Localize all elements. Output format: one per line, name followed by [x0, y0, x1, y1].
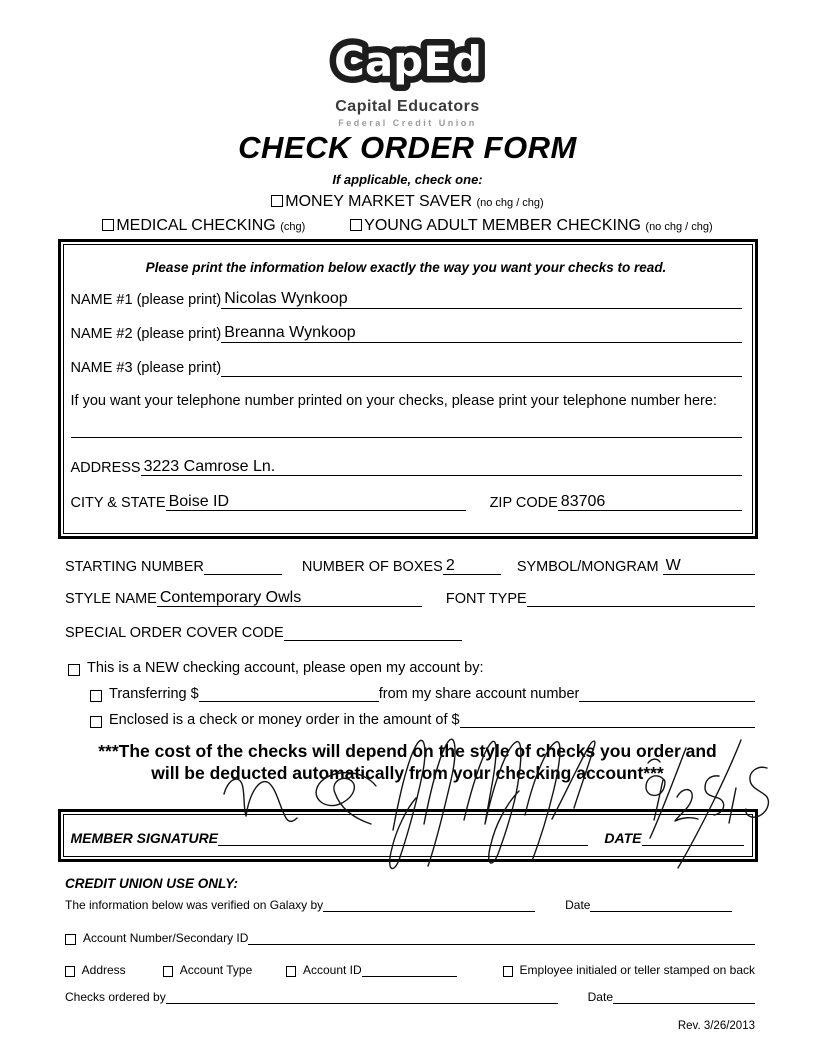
verified-prefix: The information below was verified on Galaxy by	[65, 898, 324, 913]
symbol-monogram-label: SYMBOL/MONGRAM	[516, 558, 659, 575]
revision-note: Rev. 3/26/2013	[677, 1020, 755, 1033]
address-checkbox[interactable]	[65, 966, 75, 977]
logo-block	[0, 0, 815, 128]
check-one-instruction: If applicable, check one:	[332, 172, 483, 187]
name3-input[interactable]	[221, 358, 741, 377]
font-type-input[interactable]	[527, 588, 755, 607]
org-subname: Federal Credit Union	[338, 118, 477, 128]
cost-note	[0, 741, 815, 784]
page-title: CHECK ORDER FORM	[238, 130, 577, 165]
transfer-amount-input[interactable]	[199, 683, 379, 702]
verified-by-input[interactable]	[323, 896, 535, 912]
starting-number-row	[65, 556, 755, 575]
style-name-label: STYLE NAME	[65, 590, 157, 607]
cost-note-line1: ***The cost of the checks will depend on the style of checks you order and	[98, 741, 717, 762]
signature-box	[58, 809, 758, 862]
enclosed-row	[68, 709, 755, 728]
credit-union-heading: CREDIT UNION USE ONLY:	[65, 876, 239, 892]
name1-value: Nicolas Wynkoop	[224, 290, 348, 308]
account-number-row	[65, 929, 755, 945]
transfer-row	[68, 683, 755, 702]
young-adult-note: (no chg / chg)	[645, 221, 713, 233]
verified-date-label: Date	[565, 898, 591, 913]
name3-row	[71, 358, 742, 377]
number-of-boxes-label: NUMBER OF BOXES	[301, 558, 443, 575]
money-market-checkbox[interactable]	[271, 195, 283, 207]
signature-row	[71, 827, 744, 846]
address-input[interactable]	[141, 457, 742, 476]
date-label: DATE	[604, 830, 642, 847]
option-row-1	[0, 193, 815, 211]
young-adult-checkbox[interactable]	[350, 219, 362, 231]
caped-logo-icon	[310, 26, 506, 92]
svg-text:CapEd: CapEd	[333, 37, 482, 86]
name2-label: NAME #2 (please print)	[70, 326, 222, 343]
symbol-monogram-input[interactable]	[663, 556, 755, 575]
address-row	[71, 457, 742, 476]
verified-row	[65, 896, 755, 912]
city-state-input[interactable]	[166, 492, 466, 511]
account-type-checkbox[interactable]	[163, 966, 173, 977]
style-name-value: Contemporary Owls	[159, 588, 302, 606]
address-check-label: Address	[81, 963, 126, 978]
font-type-label: FONT TYPE	[445, 590, 527, 607]
checks-ordered-label: Checks ordered by	[65, 990, 166, 1005]
verified-date-input[interactable]	[590, 896, 732, 912]
employee-initialed-checkbox[interactable]	[503, 966, 513, 977]
medical-checking-checkbox[interactable]	[102, 219, 114, 231]
account-id-checkbox[interactable]	[286, 966, 296, 977]
number-of-boxes-input[interactable]	[443, 556, 501, 575]
account-number-label: Account Number/Secondary ID	[83, 931, 249, 946]
account-id-label: Account ID	[302, 963, 362, 978]
account-number-checkbox[interactable]	[65, 934, 76, 945]
medical-checking-label: MEDICAL CHECKING	[116, 217, 276, 234]
option-row-2	[0, 217, 815, 235]
option-money-market[interactable]	[271, 193, 543, 210]
print-info-box	[58, 239, 758, 539]
young-adult-label: YOUNG ADULT MEMBER CHECKING	[364, 217, 641, 234]
special-order-input[interactable]	[284, 622, 462, 641]
style-name-input[interactable]	[157, 588, 422, 607]
address-value: 3223 Camrose Ln.	[143, 457, 276, 475]
transfer-checkbox[interactable]	[90, 690, 102, 702]
new-account-label: This is a NEW checking account, please open my account by:	[87, 660, 484, 677]
transfer-middle: from my share account number	[378, 686, 580, 703]
name1-input[interactable]	[221, 290, 741, 309]
signature-date-input[interactable]	[642, 827, 744, 846]
verification-checkbox-row	[65, 961, 755, 977]
name3-label: NAME #3 (please print)	[70, 360, 222, 377]
zip-value: 83706	[560, 492, 606, 510]
starting-number-input[interactable]	[204, 556, 282, 575]
city-zip-row	[71, 492, 742, 511]
phone-input[interactable]	[71, 437, 742, 438]
new-account-checkbox[interactable]	[68, 664, 80, 676]
name2-row	[71, 324, 742, 343]
enclosed-checkbox[interactable]	[90, 716, 102, 728]
order-details-section	[65, 556, 755, 641]
cost-note-line2: will be deducted automatically from your checking account***	[151, 762, 664, 783]
checks-ordered-input[interactable]	[166, 988, 558, 1004]
name1-label: NAME #1 (please print)	[70, 292, 222, 309]
starting-number-label: STARTING NUMBER	[65, 558, 204, 575]
member-signature-input[interactable]	[218, 827, 588, 846]
transfer-prefix: Transferring $	[109, 686, 199, 703]
account-id-input[interactable]	[362, 961, 457, 977]
account-type-label: Account Type	[179, 963, 253, 978]
style-name-row	[65, 588, 755, 607]
zip-label: ZIP CODE	[489, 494, 558, 511]
special-order-label: SPECIAL ORDER COVER CODE	[65, 624, 284, 641]
org-name: Capital Educators	[335, 98, 480, 115]
new-account-section	[68, 660, 755, 728]
checks-ordered-row	[65, 988, 755, 1004]
checks-date-label: Date	[587, 990, 613, 1005]
money-market-label: MONEY MARKET SAVER	[285, 193, 472, 210]
option-medical-checking[interactable]	[102, 217, 305, 234]
share-account-input[interactable]	[579, 683, 755, 702]
phone-instruction: If you want your telephone number printed on your checks, please print your telephone number here:	[70, 393, 717, 409]
name2-input[interactable]	[221, 324, 741, 343]
print-box-instruction: Please print the information below exactly the way you want your checks to read.	[145, 260, 667, 275]
employee-initialed-label: Employee initialed or teller stamped on back	[519, 963, 756, 978]
enclosed-prefix: Enclosed is a check or money order in the amount of $	[109, 712, 460, 729]
new-account-row	[68, 660, 755, 676]
option-young-adult[interactable]	[350, 217, 713, 234]
number-of-boxes-value: 2	[445, 556, 455, 574]
zip-input[interactable]	[558, 492, 742, 511]
medical-checking-note: (chg)	[280, 221, 306, 233]
account-number-input[interactable]	[248, 929, 755, 945]
name2-value: Breanna Wynkoop	[224, 324, 356, 342]
city-state-label: CITY & STATE	[70, 494, 166, 511]
special-order-row	[65, 622, 755, 641]
credit-union-section	[65, 876, 755, 1004]
name1-row	[71, 290, 742, 309]
city-state-value: Boise ID	[168, 492, 230, 510]
address-label: ADDRESS	[70, 459, 141, 476]
member-signature-label: MEMBER SIGNATURE	[70, 830, 219, 847]
money-market-note: (no chg / chg)	[476, 197, 544, 209]
enclosed-amount-input[interactable]	[460, 709, 755, 728]
checks-date-input[interactable]	[613, 988, 755, 1004]
symbol-monogram-value: W	[665, 556, 681, 574]
